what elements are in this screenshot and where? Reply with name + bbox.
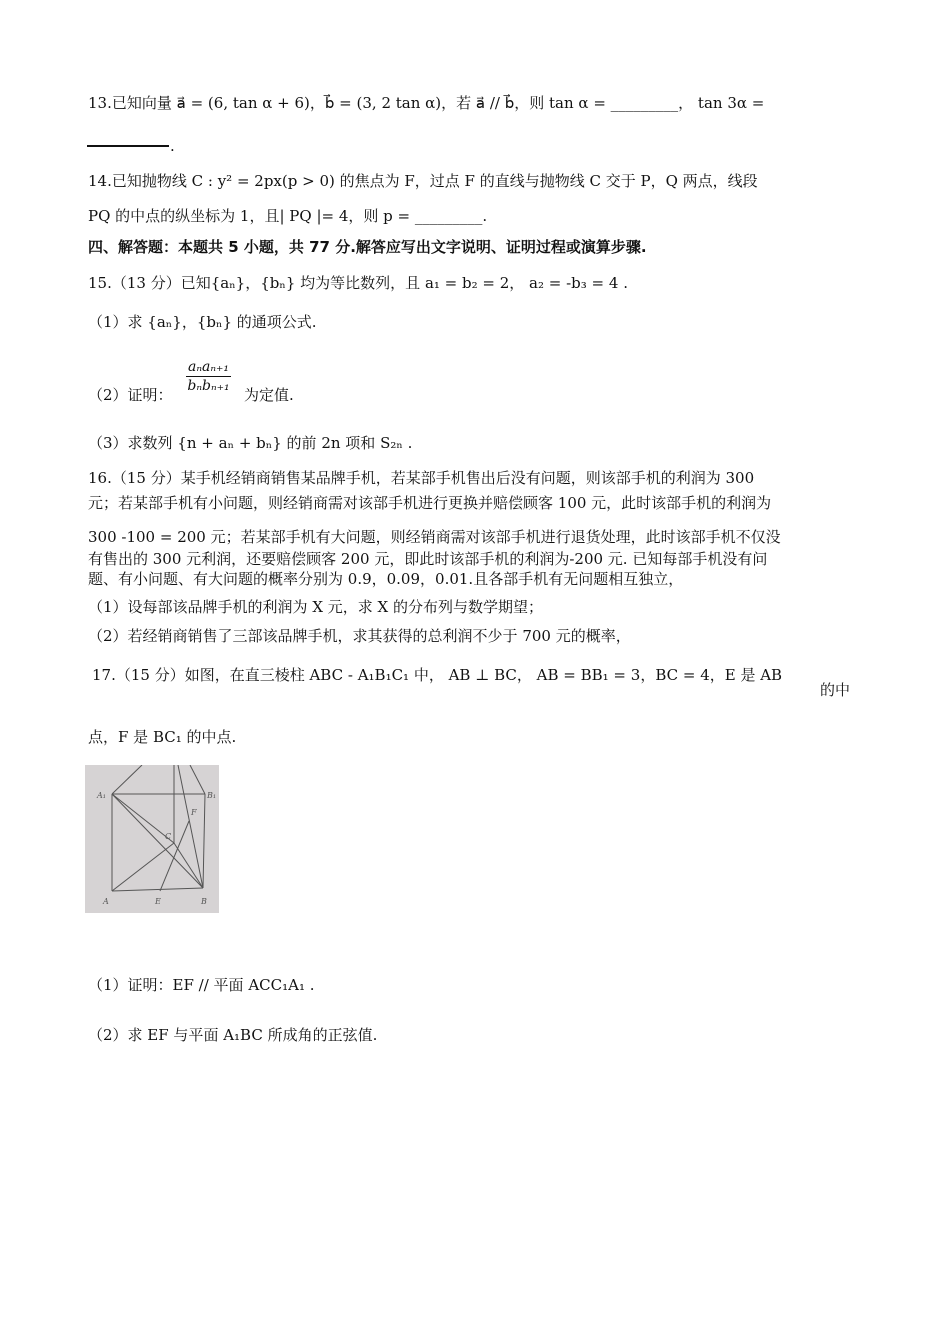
section-heading: 四、解答题：本题共 5 小题，共 77 分.解答应写出文字说明、证明过程或演算步骤. bbox=[88, 238, 647, 256]
q13-line1: 13.已知向量 a⃗ = (6, tan α + 6)，b⃗ = (3, 2 tan α)，若 a⃗ // b⃗，则 tan α = _________， tan 3α = bbox=[88, 94, 765, 112]
prism-diagram bbox=[85, 765, 219, 913]
q16-line: 题、有小问题、有大问题的概率分别为 0.9，0.09，0.01.且各部手机有无问题相互独立， bbox=[88, 570, 684, 588]
q15-stem: 15.（13 分）已知{aₙ}，{bₙ} 均为等比数列，且 a₁ = b₂ = 2， a₂ = -b₃ = 4 . bbox=[88, 274, 628, 292]
q16-line: 元；若某部手机有小问题，则经销商需对该部手机进行更换并赔偿顾客 100 元，此时该部手机的利润为 bbox=[88, 494, 772, 512]
q14-line1: 14.已知抛物线 C : y² = 2px(p > 0) 的焦点为 F，过点 F 的直线与抛物线 C 交于 P，Q 两点，线段 bbox=[88, 172, 758, 190]
q17-stem-wrap: 的中 bbox=[820, 681, 851, 699]
answer-blank bbox=[87, 145, 169, 147]
q17-part1: （1）证明：EF // 平面 ACC₁A₁ . bbox=[88, 976, 315, 994]
label-c: C bbox=[165, 832, 172, 841]
q16-part1: （1）设每部该品牌手机的利润为 X 元，求 X 的分布列与数学期望； bbox=[88, 598, 543, 616]
q15-part2-prefix: （2）证明： bbox=[88, 386, 173, 404]
prism-figure bbox=[85, 765, 219, 913]
q16-line: 16.（15 分）某手机经销商销售某品牌手机，若某部手机售出后没有问题，则该部手机的利润为 300 bbox=[88, 469, 755, 487]
fraction-numerator: aₙaₙ₊₁ bbox=[188, 359, 230, 375]
label-b: B bbox=[201, 897, 207, 906]
label-a1: A₁ bbox=[97, 791, 106, 800]
q13-line2-end: . bbox=[170, 137, 175, 155]
label-a: A bbox=[103, 897, 109, 906]
q15-part2-suffix: 为定值. bbox=[244, 386, 294, 404]
q15-fraction bbox=[186, 358, 231, 395]
q17-part2: （2）求 EF 与平面 A₁BC 所成角的正弦值. bbox=[88, 1026, 378, 1044]
q16-line: 300 -100 = 200 元；若某部手机有大问题，则经销商需对该部手机进行退货处理，此时该部手机不仅没 bbox=[88, 528, 781, 546]
q15-part3: （3）求数列 {n + aₙ + bₙ} 的前 2n 项和 S₂ₙ . bbox=[88, 434, 413, 452]
q16-part2: （2）若经销商销售了三部该品牌手机，求其获得的总利润不少于 700 元的概率， bbox=[88, 627, 631, 645]
label-b1: B₁ bbox=[207, 791, 217, 800]
q15-part1: （1）求 {aₙ}，{bₙ} 的通项公式. bbox=[88, 313, 317, 331]
label-f: F bbox=[191, 808, 197, 817]
q17-stem-line2: 点，F 是 BC₁ 的中点. bbox=[88, 728, 237, 746]
fraction-denominator: bₙbₙ₊₁ bbox=[187, 378, 230, 394]
label-e: E bbox=[155, 897, 161, 906]
q14-line2: PQ 的中点的纵坐标为 1，且| PQ |= 4，则 p = _________. bbox=[88, 207, 488, 225]
q17-stem: 17.（15 分）如图，在直三棱柱 ABC - A₁B₁C₁ 中， AB ⊥ BC， AB = BB₁ = 3，BC = 4，E 是 AB bbox=[92, 666, 783, 684]
q16-line: 有售出的 300 元利润，还要赔偿顾客 200 元，即此时该部手机的利润为-200 元. 已知每部手机没有问 bbox=[88, 550, 768, 568]
